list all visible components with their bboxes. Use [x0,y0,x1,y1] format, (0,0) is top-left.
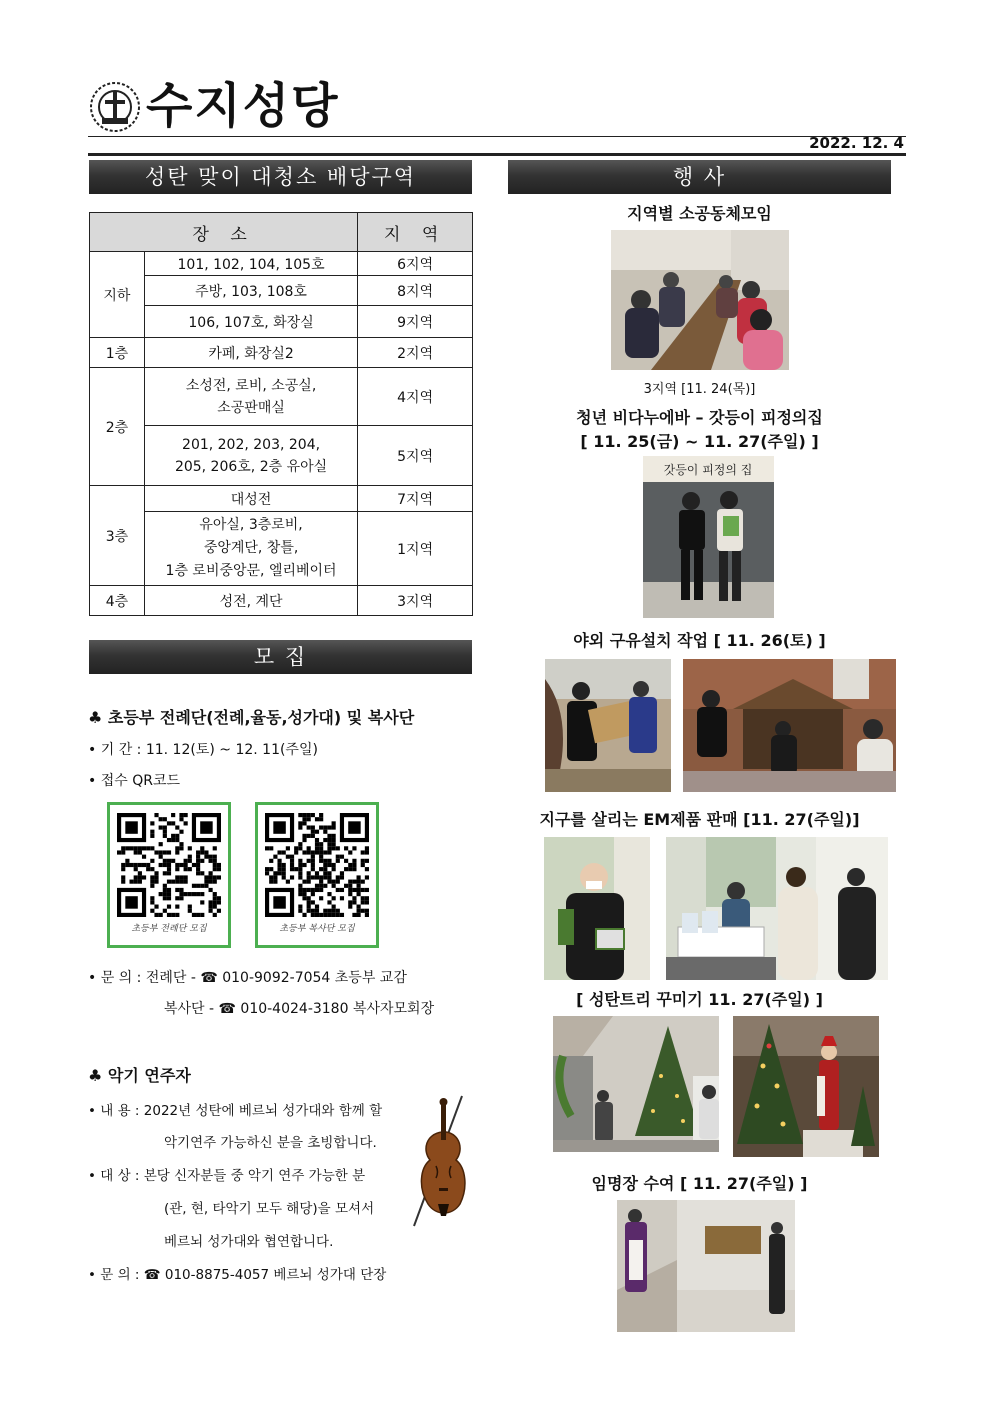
place-cell: 주방, 103, 108호 [144,276,357,306]
table-row [90,252,473,276]
events-section-title: 행 사 [508,160,891,194]
event-photo-tree-1 [553,1016,719,1152]
qr-code-icon [265,813,369,917]
place-cell: 대성전 [144,486,357,512]
area-cell: 4지역 [358,368,473,426]
club-icon: ♣ [88,708,103,727]
place-cell: 101, 102, 104, 105호 [144,252,357,276]
table-row [90,368,473,426]
place-cell: 성전, 계단 [144,586,357,616]
issue-date: 2022. 12. 4 [809,134,904,152]
floor-cell: 4층 [90,586,145,616]
area-cell: 2지역 [358,338,473,368]
floor-cell: 지하 [90,252,145,338]
event-title: 청년 비다누에바 – 갓등이 피정의집 [576,408,823,427]
event-title: [ 성탄트리 꾸미기 11. 27(주일) ] [576,990,823,1009]
place-cell: 유아실, 3층로비, 중앙계단, 창틀, 1층 로비중앙문, 엘리베이터 [144,512,357,586]
parish-name: 수지성당 [146,78,340,134]
violin-icon [406,1092,478,1232]
floor-cell: 2층 [90,368,145,486]
table-row [90,512,473,586]
altar-contact-2: 복사단 - ☎ 010-4024-3180 복사자모회장 [164,1001,435,1017]
music-target-3: 베르뇌 성가대와 협연합니다. [164,1234,334,1250]
area-cell: 7지역 [358,486,473,512]
table-row [90,486,473,512]
event-photo-tree-2 [733,1016,879,1157]
altar-qr-label: • 접수 QR코드 [88,773,181,789]
parish-logo-icon [88,80,142,134]
event-photo-em-2 [666,837,888,980]
event-title: 임명장 수여 [ 11. 27(주일) ] [591,1174,808,1193]
event-title: 지구를 살리는 EM제품 판매 [11. 27(주일)] [539,810,860,829]
qr-code-altar[interactable] [107,802,231,948]
event-title: 야외 구유설치 작업 [ 11. 26(토) ] [573,631,826,650]
altar-heading: ♣ 초등부 전례단(전례,율동,성가대) 및 복사단 [88,708,415,727]
qr-caption: 초등부 전례단 모집 [131,924,207,934]
table-header-place: 장 소 [90,213,358,252]
table-header-area: 지 역 [358,213,473,252]
event-photo-appointment [617,1200,795,1332]
music-contact: • 문 의 : ☎ 010-8875-4057 베르뇌 성가대 단장 [88,1267,387,1283]
qr-code-server[interactable] [255,802,379,948]
table-row [90,338,473,368]
svg-text:갓등이 피정의 집: 갓등이 피정의 집 [663,463,753,477]
cleaning-section-title: 성탄 맞이 대청소 배당구역 [89,160,472,194]
header-rule [88,136,906,156]
event-title: 지역별 소공동체모임 [627,204,772,223]
area-cell: 9지역 [358,306,473,338]
event-photo-em-1 [544,837,650,980]
event-photo-meeting [611,230,789,370]
area-cell: 8지역 [358,276,473,306]
area-cell: 6지역 [358,252,473,276]
place-cell: 카페, 화장실2 [144,338,357,368]
event-photo-crib-2 [683,659,896,792]
altar-period: • 기 간 : 11. 12(토) ~ 12. 11(주일) [88,742,318,758]
table-row [90,586,473,616]
place-cell: 소성전, 로비, 소공실, 소공판매실 [144,368,357,426]
floor-cell: 3층 [90,486,145,586]
table-row [90,426,473,486]
event-photo-crib-1 [545,659,671,792]
club-icon: ♣ [88,1066,103,1085]
recruit-section-title: 모 집 [89,640,472,674]
floor-cell: 1층 [90,338,145,368]
cleaning-table [89,212,473,616]
event-photo-retreat [643,456,774,618]
area-cell: 5지역 [358,426,473,486]
event-subtitle: [ 11. 25(금) ~ 11. 27(주일) ] [580,432,819,451]
qr-code-icon [117,813,221,917]
table-row [90,306,473,338]
table-row [90,276,473,306]
event-caption: 3지역 [11. 24(목)] [643,382,756,397]
music-target-1: • 대 상 : 본당 신자분들 중 악기 연주 가능한 분 [88,1168,366,1184]
music-content-2: 악기연주 가능하신 분을 초빙합니다. [164,1135,377,1151]
area-cell: 1지역 [358,512,473,586]
music-target-2: (관, 현, 타악기 모두 해당)을 모셔서 [164,1201,375,1217]
place-cell: 201, 202, 203, 204, 205, 206호, 2층 유아실 [144,426,357,486]
music-heading: ♣ 악기 연주자 [88,1066,191,1085]
place-cell: 106, 107호, 화장실 [144,306,357,338]
altar-contact-1: • 문 의 : 전례단 - ☎ 010-9092-7054 초등부 교감 [88,970,407,986]
music-content-1: • 내 용 : 2022년 성탄에 베르뇌 성가대와 함께 할 [88,1103,383,1119]
qr-caption: 초등부 복사단 모집 [279,924,355,934]
area-cell: 3지역 [358,586,473,616]
